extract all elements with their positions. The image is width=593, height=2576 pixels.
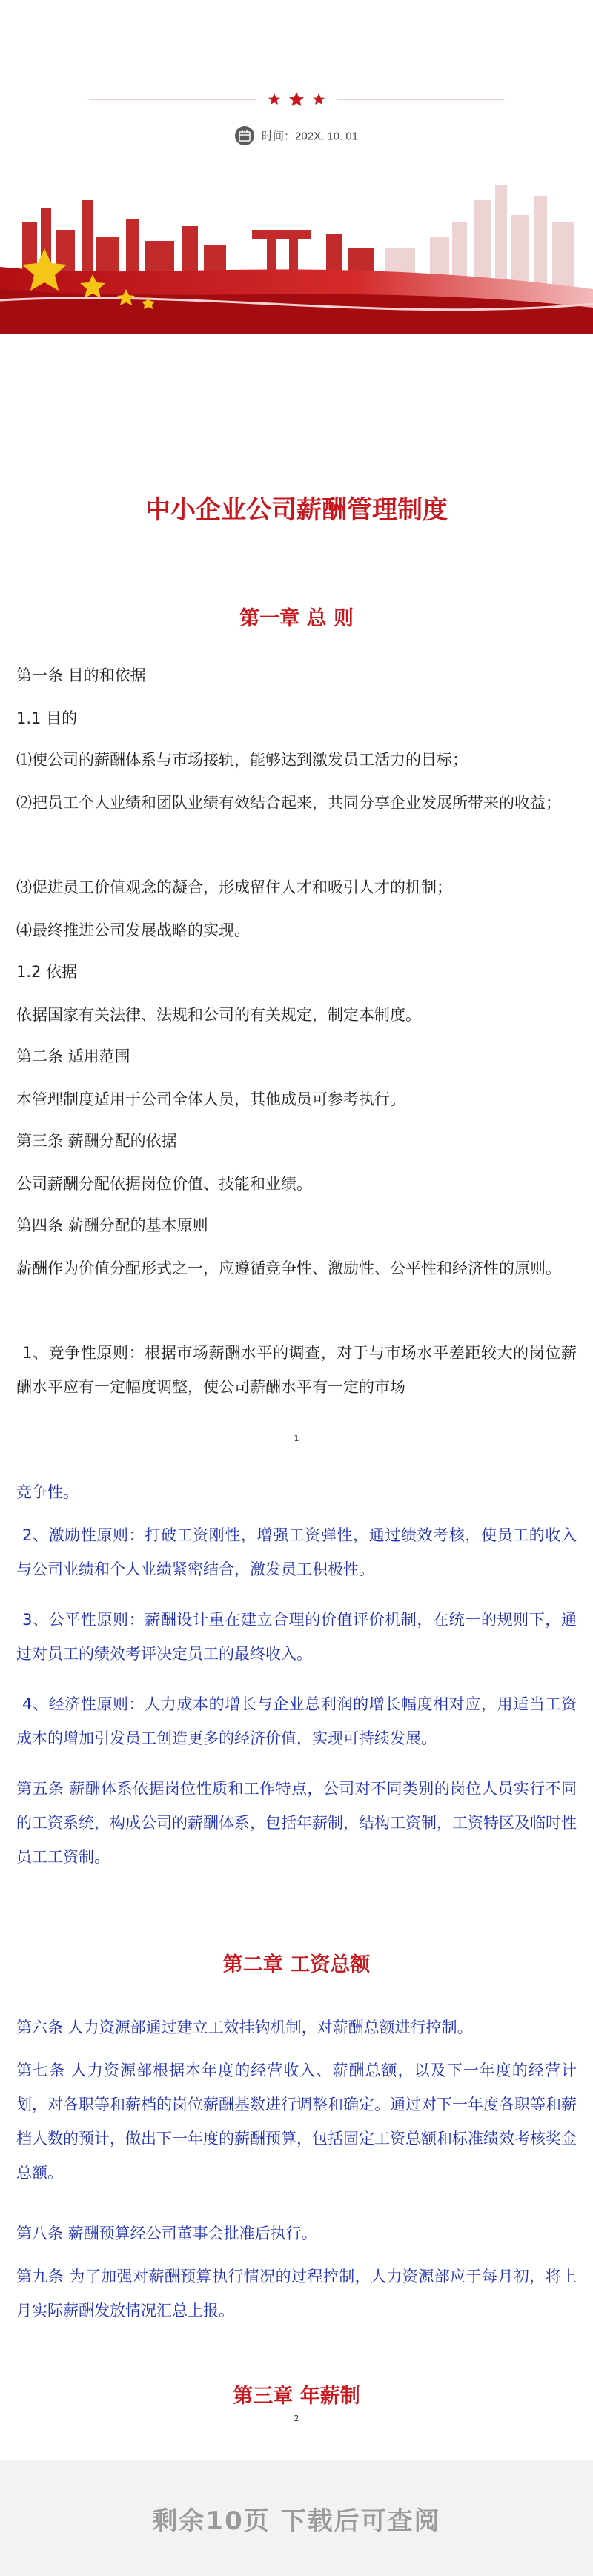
paragraph: 3、公平性原则：薪酬设计重在建立合理的价值评价机制，在统一的规则下，通过对员工的绩效考评决定员工的最终收入。 (16, 1611, 577, 1663)
calendar-icon (235, 126, 254, 145)
paragraph: ⑴使公司的薪酬体系与市场接轨，能够达到激发员工活力的目标； (16, 751, 468, 769)
paragraph: 1.1 目的 (16, 709, 78, 727)
paragraph: 第一条 目的和依据 (16, 666, 146, 684)
page-number: 2 (294, 2414, 299, 2423)
paragraph: 第六条 人力资源部通过建立工效挂钩机制，对薪酬总额进行控制。 (16, 2019, 473, 2036)
paragraph: 4、经济性原则：人力成本的增长与企业总利润的增长幅度相对应，用适当工资成本的增加引发员工创造更多的经济价值，实现可持续发展。 (16, 1695, 577, 1747)
paragraph: 1.2 依据 (16, 963, 78, 981)
city-banner-illustration (0, 178, 593, 334)
paragraph: 第八条 薪酬预算经公司董事会批准后执行。 (16, 2225, 317, 2242)
paragraph: 公司薪酬分配依据岗位价值、技能和业绩。 (16, 1175, 312, 1193)
download-prompt-footer[interactable] (0, 2460, 593, 2576)
document-title: 中小企业公司薪酬管理制度 (145, 495, 448, 525)
download-prompt-text[interactable]: 剩余10页 下载后可查阅 (152, 2506, 441, 2536)
paragraph: 第五条 薪酬体系依据岗位性质和工作特点，公司对不同类别的岗位人员实行不同的工资系统，构成公司的薪酬体系，包括年薪制，结构工资制，工资特区及临时性员工工资制。 (16, 1780, 577, 1866)
date-text: 时间：202X. 10. 01 (262, 130, 359, 143)
cover-section (0, 0, 593, 319)
paragraph: 第四条 薪酬分配的基本原则 (16, 1216, 208, 1234)
page-number: 1 (294, 1434, 299, 1443)
star-icon (268, 93, 280, 105)
chapter-heading-1: 第一章 总 则 (239, 607, 354, 630)
paragraph: 依据国家有关法律、法规和公司的有关规定，制定本制度。 (16, 1006, 421, 1024)
paragraph: ⑵把员工个人业绩和团队业绩有效结合起来，共同分享企业发展所带来的收益； (16, 794, 561, 812)
paragraph: ⑶促进员工价值观念的凝合，形成留住人才和吸引人才的机制； (16, 878, 452, 896)
star-icon (289, 92, 304, 106)
chapter-heading-2: 第二章 工资总额 (222, 1953, 371, 1976)
star-icon (313, 93, 325, 105)
paragraph: 竞争性。 (16, 1483, 79, 1501)
paragraph: ⑷最终推进公司发展战略的实现。 (16, 921, 250, 939)
paragraph: 本管理制度适用于公司全体人员，其他成员可参考执行。 (16, 1090, 405, 1108)
paragraph: 第二条 适用范围 (16, 1047, 130, 1065)
paragraph: 第七条 人力资源部根据本年度的经营收入、薪酬总额，以及下一年度的经营计划，对各职等和薪档的岗位薪酬基数进行调整和确定。通过对下一年度各职等和薪档人数的预计，做出下一年度的薪酬预算，包括固定工资总额和标准绩效考核奖金总额。 (16, 2062, 577, 2182)
paragraph: 2、激励性原则：打破工资刚性，增强工资弹性，通过绩效考核，使员工的收入与公司业绩和个人业绩紧密结合，激发员工积极性。 (16, 1526, 577, 1578)
chapter-heading-3: 第三章 年薪制 (233, 2385, 360, 2408)
date-row (0, 126, 593, 145)
paragraph: 第三条 薪酬分配的依据 (16, 1132, 177, 1150)
stars-divider (0, 92, 593, 107)
paragraph: 1、竞争性原则：根据市场薪酬水平的调查，对于与市场水平差距较大的岗位薪酬水平应有一定幅度调整，使公司薪酬水平有一定的市场 (16, 1344, 577, 1396)
paragraph: 薪酬作为价值分配形式之一，应遵循竞争性、激励性、公平性和经济性的原则。 (16, 1259, 561, 1277)
paragraph: 第九条 为了加强对薪酬预算执行情况的过程控制，人力资源部应于每月初，将上月实际薪酬发放情况汇总上报。 (16, 2268, 577, 2320)
